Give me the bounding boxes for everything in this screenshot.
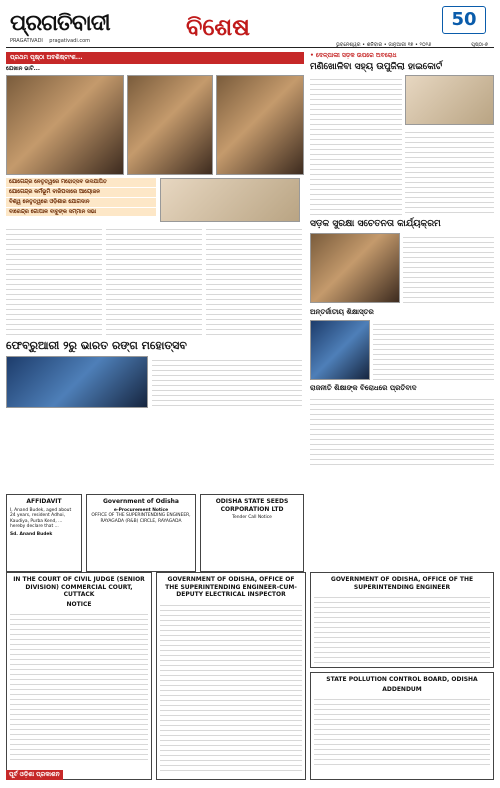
pollution-sub: ADDENDUM xyxy=(382,685,422,693)
camp-photo xyxy=(310,320,370,380)
lead-text xyxy=(106,225,202,335)
right-text xyxy=(310,75,402,215)
pollution-text xyxy=(314,695,490,765)
date-line: ଭୁବନେଶ୍ୱର • ଶନିବାର • ଜାନୁଆରୀ ୧୭ • ୨୦୨୬ xyxy=(336,42,432,48)
fest-text xyxy=(152,356,302,408)
right-headline: ମଣିଖୋଳିବା ସହ୍ୟ ଉପୁଜିଲା ହାଇକୋର୍ଟ xyxy=(310,61,443,72)
fest-headline: ଫେବ୍ରୁଆରୀ ୨ରୁ ଭାରତ ରଙ୍ଗ ମହୋତ୍ସବ xyxy=(6,339,187,353)
lead-photo-2 xyxy=(127,75,213,175)
lead-photo-4 xyxy=(160,178,300,222)
lead-bullet: ଯୋଗେନ୍ଦ୍ର କର୍ମଭୂମି ବାରିପଦାରେ ଆୟୋଜନ xyxy=(6,188,156,197)
court-ad xyxy=(6,572,152,780)
page-number: ପୃଷ୍ଠା-୭ xyxy=(471,42,488,48)
tender-ad xyxy=(86,494,196,572)
rural-title: GOVERNMENT OF ODISHA, OFFICE OF THE SUPERINTENDING ENGINEER xyxy=(330,576,474,591)
pollution-ad xyxy=(310,672,494,780)
logo-subtitle xyxy=(10,38,160,44)
camp-text xyxy=(373,320,494,380)
camp-title: ଅନ୍ତର୍ଜାତୀୟ ଶିକ୍ଷାସ୍ତର xyxy=(310,308,374,316)
road-photo xyxy=(310,233,400,303)
right-column xyxy=(310,52,494,572)
lead-bullet: ଯୋଗେନ୍ଦ୍ର ନେତୃତ୍ୱରେ ମହୋତ୍ସବ ଉଦଯାପିତ xyxy=(6,178,156,187)
logo-website: pragativadi.com xyxy=(49,37,91,44)
tender-office: OFFICE OF THE SUPERINTENDING ENGINEER, RAYAGADA (R&B) CIRCLE, RAYAGADA xyxy=(91,513,191,524)
lead-text xyxy=(206,225,302,335)
lead-subhead: ଯେଖାନ ଭାଟି... xyxy=(6,65,40,72)
logo-title: ପ୍ରଗତିବାଦୀ xyxy=(10,11,110,36)
rural-text xyxy=(314,593,490,663)
lead-body xyxy=(6,225,304,335)
rural-ad xyxy=(310,572,494,668)
right-photo xyxy=(405,75,494,125)
left-column xyxy=(6,52,304,572)
politics-text xyxy=(310,395,494,465)
anniversary-badge: 50 xyxy=(442,6,486,34)
hydro-ad xyxy=(156,572,306,780)
lead-text xyxy=(6,225,102,335)
tender-sub: e-Procurement Notice xyxy=(113,507,169,513)
right-tag: • ଦେଳ୍ପାଲୀ ସଡ଼କ ଉପରେ ଅବରୋଧ xyxy=(310,52,397,59)
affidavit-ad xyxy=(6,494,82,572)
affidavit-title: AFFIDAVIT xyxy=(26,498,62,505)
notice-title: NOTICE xyxy=(66,600,92,608)
court-text xyxy=(10,610,148,760)
section-title: ବିଶେଷ xyxy=(186,13,250,41)
lead-bullet: ବିଶ୍ୱ ନେତୃତ୍ୱରେ ଓଡ଼ିଶାର ଯୋଗଦାନ xyxy=(6,198,156,207)
public-notice-label: ପୂର୍ବ ଓଡ଼ିଶା ପ୍ରକାଶନ xyxy=(6,770,63,780)
lead-photo-3 xyxy=(216,75,304,175)
politics-headline: ରାଜନୀତି ଶିକ୍ଷାଙ୍କ ବିରୋଧରେ ପ୍ରତିବାଦ xyxy=(310,383,417,392)
right-text xyxy=(405,128,494,215)
logo[interactable] xyxy=(10,10,160,44)
fest-photo xyxy=(6,356,148,408)
tender-title: Government of Odisha xyxy=(103,498,179,505)
hydro-text xyxy=(160,601,302,771)
seeds-ad xyxy=(200,494,304,572)
lead-bullets xyxy=(6,178,156,222)
lead-banner: ପ୍ରଥମ ପୃଷ୍ଠା ଅବଶିଷ୍ଟାଂଶ... xyxy=(6,52,304,64)
lead-photos xyxy=(6,75,304,175)
affidavit-sign: Sd. Anand Budek xyxy=(10,531,53,537)
seeds-title: ODISHA STATE SEEDS CORPORATION LTD xyxy=(215,498,289,513)
court-title: IN THE COURT OF CIVIL JUDGE (SENIOR DIVISION) COMMERCIAL COURT, CUTTACK xyxy=(13,576,145,598)
road-headline: ସଡ଼କ ସୁରକ୍ଷା ସଚେତନତା କାର୍ଯ୍ୟକ୍ରମ xyxy=(310,218,441,229)
pollution-title: STATE POLLUTION CONTROL BOARD, ODISHA xyxy=(326,676,478,683)
bottom-ads xyxy=(6,572,494,784)
masthead xyxy=(6,4,494,48)
road-text xyxy=(403,233,494,303)
lead-bullet: ବାରେନ୍ଦ୍ର ଗୋପାଳ ବାବୁଙ୍କ ସମ୍ମାନ ସଭା xyxy=(6,208,156,217)
logo-english: PRAGATIVADI xyxy=(10,37,43,44)
affidavit-text: I, Anand Budek, aged about 24 years, resident Adhoi, Kaudiya, Purba Kend, ... hereby declare that ... xyxy=(10,507,72,529)
hydro-title: GOVERNMENT OF ODISHA, OFFICE OF THE SUPERINTENDING ENGINEER-CUM-DEPUTY ELECTRICAL INSPECTOR xyxy=(165,576,297,598)
lead-photo-1 xyxy=(6,75,124,175)
seeds-sub: Tender Call Notice xyxy=(232,515,272,520)
